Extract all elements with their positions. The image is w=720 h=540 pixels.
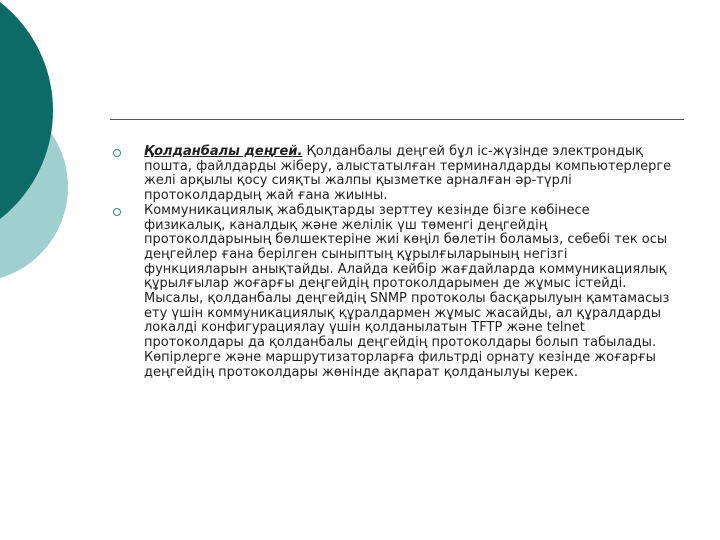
- ring-bullet-icon: [113, 149, 121, 157]
- title-divider-line: [110, 119, 684, 120]
- bullet-item-communication-equipment: [110, 204, 675, 380]
- bullet-item-application-layer: [110, 145, 675, 204]
- bullet-term: Қолданбалы деңгей.: [144, 144, 303, 159]
- bullet-text: Коммуникациялық жабдықтарды зерттеу кезінде бізге көбінесе физикалық, каналдық және желілік үш төменгі деңгейдің протоколдарының бөлшектеріне жиі көңіл бөлетін боламыз, себебі тек осы деңгейлер ғана берілген сыныптың құрылғыларының негізгі функцияларын анықтайды. Алайда кейбір жағдайларда коммуникациялық құрылғылар жоғарғы деңгейдің протоколдарымен де жұмыс істейді. Мысалы, қолданбалы деңгейдің SNMP протоколы басқарылуын қамтамасыз ету үшін коммуникациялық құралдармен жұмыс жасайды, ал құралдарды локалді конфигурациялау үшін қолданылатын TFTP және telnet протоколдары да қолданбалы деңгейдің протоколдары болып табылады. Көпірлерге және маршрутизаторларға фильтрді орнату кезінде жоғарғы деңгейдің протоколдары жөнінде ақпарат қолданылуы керек.: [144, 202, 670, 380]
- bullet-list: [110, 145, 675, 380]
- bullet-text: Қолданбалы деңгей бұл іс-жүзінде электрондық пошта, файлдарды жіберу, алыстатылған терминалдарды компьютерлерге желі арқылы қосу сияқты жалпы қызметке арналған әр-түрлі протоколдардың жай ғана жиыны.: [144, 144, 672, 204]
- ring-bullet-icon: [113, 208, 121, 216]
